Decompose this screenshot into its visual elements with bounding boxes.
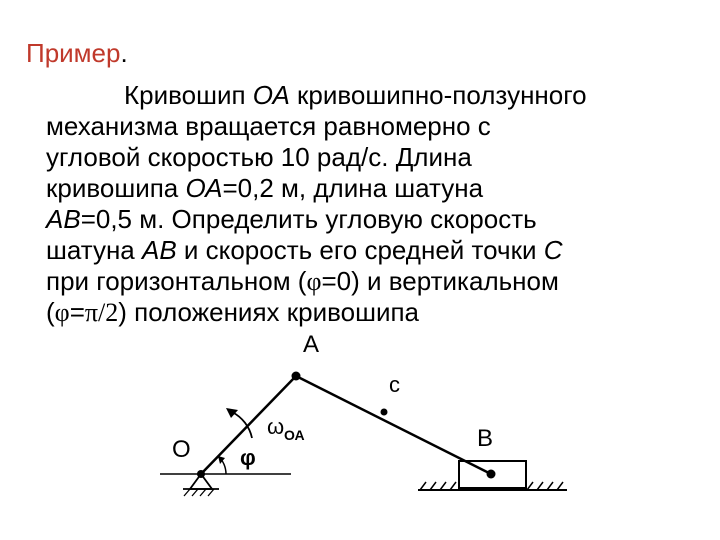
joint-o <box>197 470 205 478</box>
text-segment: шатуна <box>46 235 142 265</box>
pi-fraction: π/2 <box>84 298 119 327</box>
label-b: В <box>477 425 494 452</box>
rod-label: АВ <box>142 235 177 265</box>
label-omega-subscript: ОА <box>284 427 305 443</box>
rod-label: АВ <box>46 204 81 234</box>
text-segment: кривошипа <box>46 173 186 203</box>
phi-symbol: φ <box>306 267 322 296</box>
problem-line-3: угловой скоростью 10 рад/с. Длина <box>46 142 472 172</box>
text-segment: ) положениях кривошипа <box>118 297 420 327</box>
phi-symbol: φ <box>54 298 70 327</box>
text-segment: =0,2 м, длина шатуна <box>222 173 484 203</box>
joint-a <box>292 372 301 381</box>
crank-label: ОА <box>252 80 290 110</box>
crank-label: ОА <box>185 173 223 203</box>
omega-arrowhead <box>226 408 238 418</box>
text-segment: при горизонтальном ( <box>46 266 307 296</box>
example-dot: . <box>120 38 128 68</box>
text-segment: =0,5 м. Определить угловую скорость <box>80 204 537 234</box>
example-word: Пример <box>26 38 121 68</box>
joint-b <box>487 470 496 479</box>
text-segment: кривошипно-ползунного <box>289 80 587 110</box>
label-c: с <box>389 372 400 397</box>
text-segment: =0) и вертикальном <box>321 266 559 296</box>
label-omega: ω <box>267 414 285 439</box>
label-phi: φ <box>240 445 256 470</box>
text-segment: = <box>69 297 85 327</box>
label-a: А <box>303 331 320 358</box>
point-c <box>381 409 388 416</box>
problem-line-2: механизма вращается равномерно с <box>46 111 491 141</box>
text-segment: Кривошип <box>124 80 253 110</box>
text-segment: ( <box>46 297 55 327</box>
ground-hatching-right <box>527 482 563 490</box>
text-segment: и скорость его средней точки <box>176 235 544 265</box>
point-c-label: С <box>543 235 563 265</box>
ground-hatching-left <box>420 482 456 490</box>
label-o: О <box>172 436 191 463</box>
support-hatching <box>184 489 214 496</box>
